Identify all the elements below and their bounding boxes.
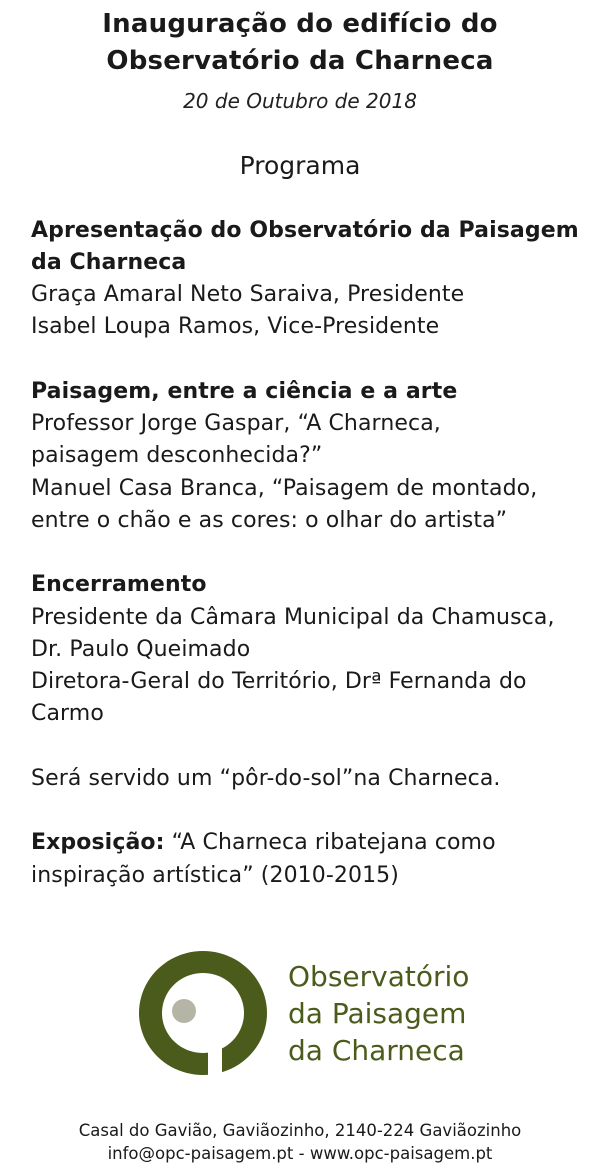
logo-dot xyxy=(172,999,196,1023)
logo-name-line-3: da Charneca xyxy=(288,1034,465,1067)
section-1-speaker: Isabel Loupa Ramos, Vice-Presidente xyxy=(31,314,440,339)
logo-gap xyxy=(208,1036,222,1076)
exhibition-line-1 xyxy=(31,827,496,859)
section-1-title-line-2: da Charneca xyxy=(31,250,187,275)
logo-ring xyxy=(139,951,267,1075)
section-3-line: Presidente da Câmara Municipal da Chamusca, xyxy=(31,605,555,630)
section-3-line: Carmo xyxy=(31,701,104,726)
section-2-line: Manuel Casa Branca, “Paisagem de montado, xyxy=(31,476,538,501)
section-3-line: Diretora-Geral do Território, Drª Fernanda do xyxy=(31,669,527,694)
section-2-line: Professor Jorge Gaspar, “A Charneca, xyxy=(31,411,441,436)
section-3-title: Encerramento xyxy=(31,572,207,597)
program-heading: Programa xyxy=(239,151,361,180)
section-3-line: Dr. Paulo Queimado xyxy=(31,637,251,662)
event-date: 20 de Outubro de 2018 xyxy=(183,89,417,113)
footer-contact: info@opc-paisagem.pt - www.opc-paisagem.pt xyxy=(107,1144,493,1163)
section-2-title: Paisagem, entre a ciência e a arte xyxy=(31,379,458,404)
exhibition-line-2: inspiração artística” (2010-2015) xyxy=(31,863,399,888)
observatory-logo-icon xyxy=(138,951,268,1076)
section-1-speaker: Graça Amaral Neto Saraiva, Presidente xyxy=(31,282,465,307)
logo-name-line-2: da Paisagem xyxy=(288,997,467,1030)
footer-address: Casal do Gavião, Gaviãozinho, 2140-224 Gaviãozinho xyxy=(78,1121,522,1140)
exhibition-title-part-1: “A Charneca ribatejana como xyxy=(164,830,496,855)
page-title xyxy=(0,6,600,80)
sunset-note: Será servido um “pôr-do-sol”na Charneca. xyxy=(31,766,501,791)
section-1-title-line-1: Apresentação do Observatório da Paisagem xyxy=(31,218,579,243)
title-line-1: Inauguração do edifício do xyxy=(102,9,498,39)
title-line-2: Observatório da Charneca xyxy=(106,46,494,76)
section-2-line: entre o chão e as cores: o olhar do artista” xyxy=(31,508,508,533)
exhibition-label: Exposição: xyxy=(31,830,165,855)
logo-name-line-1: Observatório xyxy=(288,960,470,993)
section-2-line: paisagem desconhecida?” xyxy=(31,443,323,468)
